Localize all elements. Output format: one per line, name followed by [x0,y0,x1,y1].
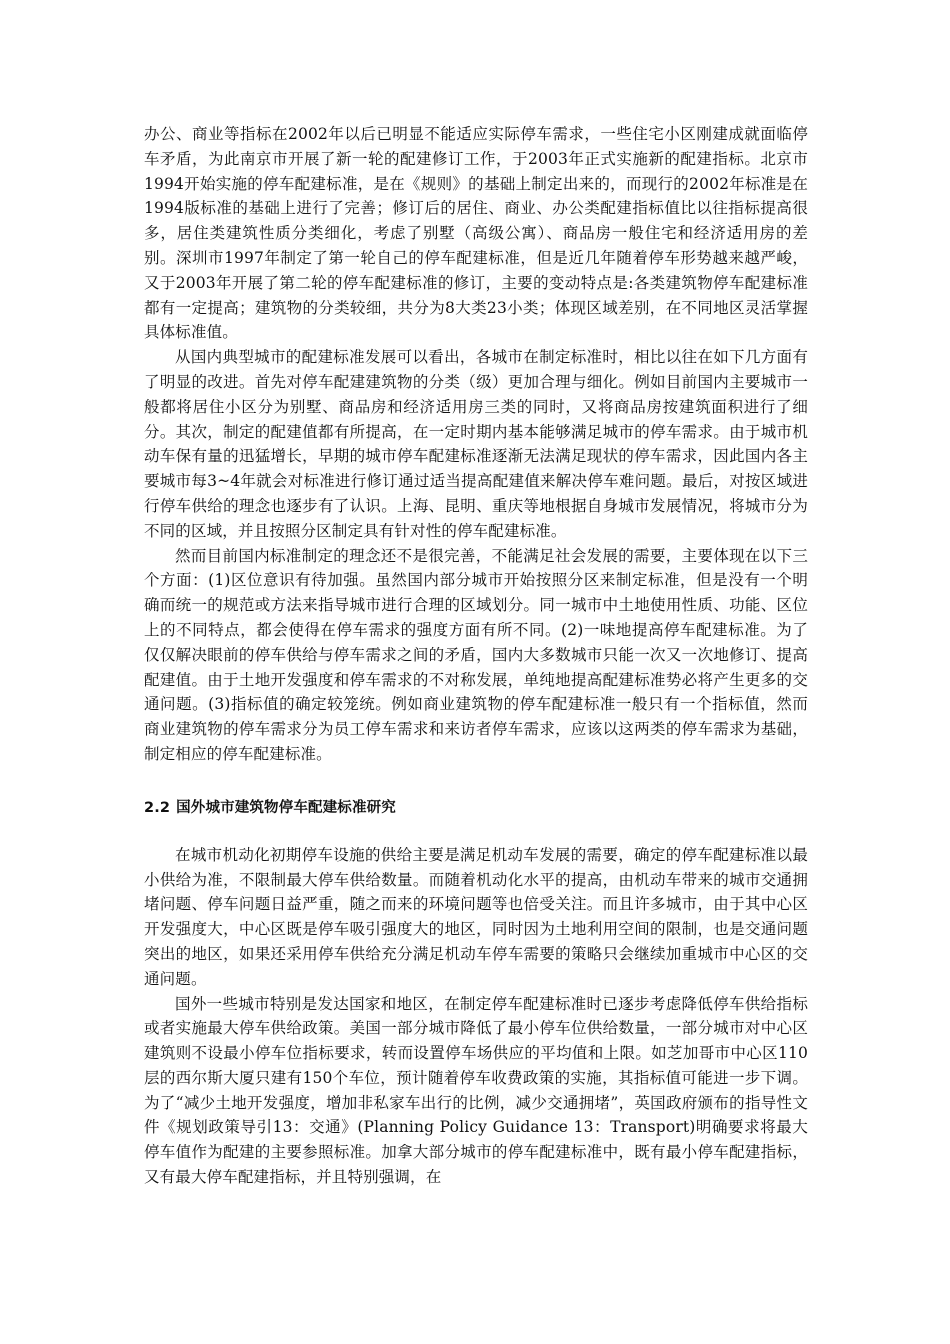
paragraph: 国外一些城市特别是发达国家和地区，在制定停车配建标准时已逐步考虑降低停车供给指标或者实施最大停车供给政策。美国一部分城市降低了最小停车位供给数量，一部分城市对中心区建筑则不设最小停车位指标要求，转而设置停车场供应的平均值和上限。如芝加哥市中心区110层的西尔斯大厦只建有150个车位，预计随着停车收费政策的实施，其指标值可能进一步下调。为了“减少土地开发强度，增加非私家车出行的比例，减少交通拥堵”，英国政府颁布的指导性文件《规划政策导引13：交通》(Planning Policy Guidance 13：Transport)明确要求将最大停车值作为配建的主要参照标准。加拿大部分城市的停车配建标准中，既有最小停车配建指标，又有最大停车配建指标，并且特别强调，在 [144,994,808,1187]
section-title: 国外城市建筑物停车配建标准研究 [176,799,396,816]
paragraph: 然而目前国内标准制定的理念还不是很完善，不能满足社会发展的需要，主要体现在以下三个方面：(1)区位意识有待加强。虽然国内部分城市开始按照分区来制定标准，但是没有一个明确而统一的规范或方法来指导城市进行合理的区域划分。同一城市中土地使用性质、功能、区位上的不同特点，都会使得在停车需求的强度方面有所不同。(2)一味地提高停车配建标准。为了仅仅解决眼前的停车供给与停车需求之间的矛盾，国内大多数城市只能一次又一次地修订、提高配建值。由于土地开发强度和停车需求的不对称发展，单纯地提高配建标准势必将产生更多的交通问题。(3)指标值的确定较笼统。例如商业建筑物的停车配建标准一般只有一个指标值，然而商业建筑物的停车需求分为员工停车需求和来访者停车需求，应该以这两类的停车需求为基础，制定相应的停车配建标准。 [144,546,808,763]
section-number: 2.2 [144,799,171,816]
section-heading [144,797,808,819]
paragraph: 从国内典型城市的配建标准发展可以看出，各城市在制定标准时，相比以往在如下几方面有了明显的改进。首先对停车配建建筑物的分类（级）更加合理与细化。例如目前国内主要城市一般都将居住小区分为别墅、商品房和经济适用房三类的同时，又将商品房按建筑面积进行了细分。其次，制定的配建值都有所提高，在一定时期内基本能够满足城市的停车需求。由于城市机动车保有量的迅猛增长，早期的城市停车配建标准逐渐无法满足现状的停车需求，因此国内各主要城市每3~4年就会对标准进行修订通过适当提高配建值来解决停车难问题。最后，对按区域进行停车供给的理念也逐步有了认识。上海、昆明、重庆等地根据自身城市发展情况，将城市分为不同的区域，并且按照分区制定具有针对性的停车配建标准。 [144,348,808,540]
document-body [144,122,808,1190]
paragraph: 在城市机动化初期停车设施的供给主要是满足机动车发展的需要，确定的停车配建标准以最小供给为准，不限制最大停车供给数量。而随着机动化水平的提高，由机动车带来的城市交通拥堵问题、停车问题日益严重，随之而来的环境问题等也倍受关注。而且许多城市，由于其中心区开发强度大，中心区既是停车吸引强度大的地区，同时因为土地利用空间的限制，也是交通问题突出的地区，如果还采用停车供给充分满足机动车停车需要的策略只会继续加重城市中心区的交通问题。 [144,845,808,988]
paragraph-continued: 办公、商业等指标在2002年以后已明显不能适应实际停车需求，一些住宅小区刚建成就面临停车矛盾，为此南京市开展了新一轮的配建修订工作，于2003年正式实施新的配建指标。北京市1994开始实施的停车配建标准，是在《规则》的基础上制定出来的，而现行的2002年标准是在1994版标准的基础上进行了完善；修订后的居住、商业、办公类配建指标值比以往指标提高很多，居住类建筑性质分类细化，考虑了别墅（高级公寓）、商品房一般住宅和经济适用房的差别。深圳市1997年制定了第一轮自己的停车配建标准，但是近几年随着停车形势越来越严峻，又于2003年开展了第二轮的停车配建标准的修订，主要的变动特点是:各类建筑物停车配建标准都有一定提高；建筑物的分类较细，共分为8大类23小类；体现区域差别，在不同地区灵活掌握具体标准值。 [144,125,808,342]
